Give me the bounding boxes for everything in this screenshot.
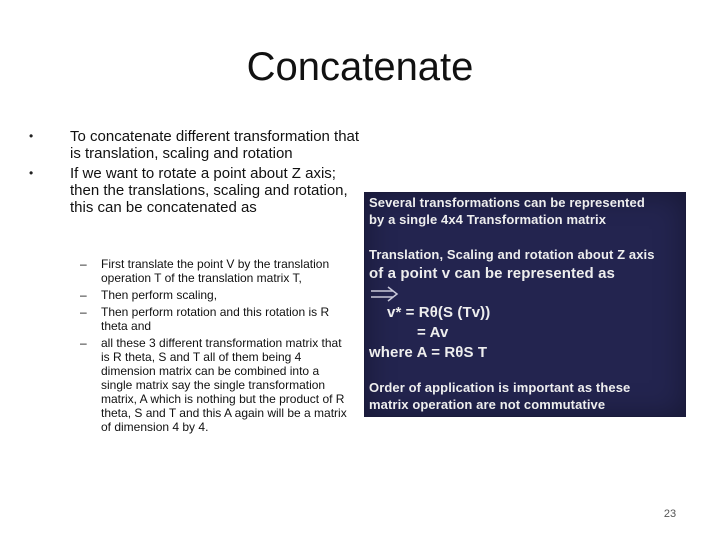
bullet-marker: • (29, 166, 34, 180)
panel-equation: = Av (417, 324, 449, 341)
panel-text-line: matrix operation are not commutative (369, 397, 606, 412)
panel-text-line: by a single 4x4 Transformation matrix (369, 212, 607, 227)
sub-bullet-text: Then perform scaling, (101, 288, 218, 302)
panel-equation: where A = RθS T (369, 344, 488, 361)
sub-bullet-marker: – (80, 257, 87, 271)
bullet-text: If we want to rotate a point about Z axis; then the translations, scaling and rotation, this can be concatenated as (70, 165, 348, 216)
sub-bullet-text: Then perform rotation and this rotation is R theta and (101, 305, 330, 333)
sub-bullet-item (80, 336, 352, 434)
sub-bullet-list (80, 257, 352, 437)
bullet-item (22, 165, 360, 216)
sub-bullet-item (80, 305, 352, 333)
bullet-text: To concatenate different transformation that is translation, scaling and rotation (70, 128, 360, 162)
panel-text-line: Translation, Scaling and rotation about Z axis (369, 247, 655, 262)
lecture-video-frame (364, 192, 686, 417)
slide-title: Concatenate (246, 45, 474, 89)
panel-text-line: Several transformations can be represented (369, 195, 645, 210)
sub-bullet-text: First translate the point V by the translation operation T of the translation matrix T, (101, 257, 330, 285)
panel-text-line: of a point v can be represented as (369, 265, 615, 282)
sub-bullet-item (80, 257, 352, 285)
sub-bullet-text: all these 3 different transformation matrix that is R theta, S and T all of them being 4 dimension matrix can be combined into a single matrix say the single transformation matrix, A which is nothing but the product of R theta, S and T and this A again will be a matrix of dimension 4 by 4. (101, 336, 347, 434)
sub-bullet-item (80, 288, 352, 302)
panel-equation: v* = Rθ(S (Tv)) (387, 304, 491, 321)
sub-bullet-marker: – (80, 336, 87, 350)
bullet-item (22, 128, 360, 162)
bullet-marker: • (29, 129, 34, 143)
page-number: 23 (663, 508, 677, 520)
arrow-right-icon (369, 286, 399, 302)
sub-bullet-marker: – (80, 305, 87, 319)
sub-bullet-marker: – (80, 288, 87, 302)
bullet-list (22, 128, 360, 219)
panel-text-line: Order of application is important as these (369, 380, 631, 395)
